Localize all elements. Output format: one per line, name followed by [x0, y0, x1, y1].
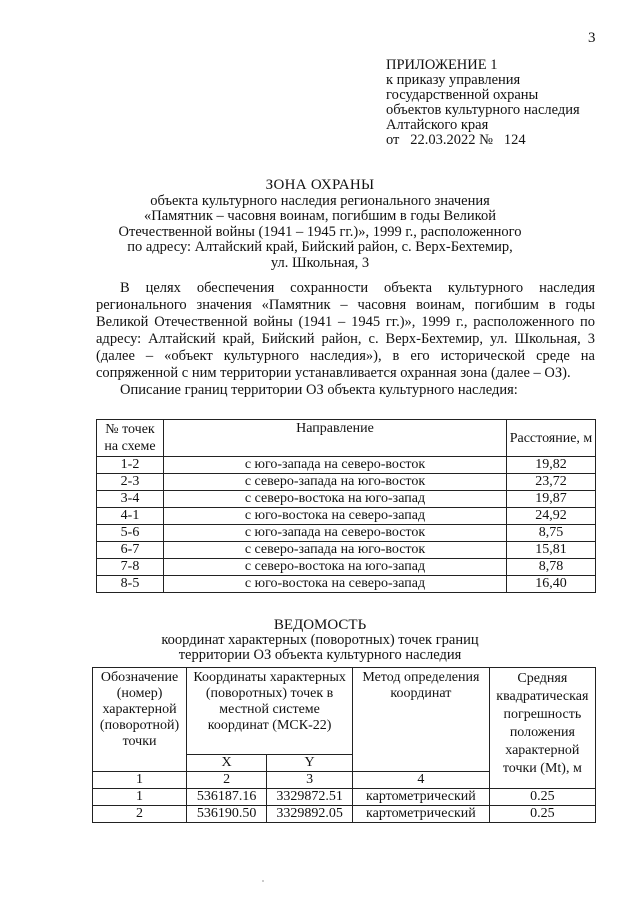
- table-cell: 1-2: [97, 457, 164, 474]
- table-cell: 3: [267, 772, 353, 789]
- paragraph: Описание границ территории ОЗ объекта культурного наследия:: [120, 382, 518, 398]
- zone-subtitle-line: «Памятник – часовня воинам, погибшим в годы Великой: [144, 208, 496, 224]
- zone-title: ЗОНА ОХРАНЫ: [265, 177, 375, 193]
- table-header-cell: Метод определения координат: [353, 668, 490, 772]
- statement-subtitle-line: координат характерных (поворотных) точек границ: [161, 632, 479, 648]
- table-cell: 19,87: [507, 491, 596, 508]
- table-cell: 4-1: [97, 508, 164, 525]
- table-row: [97, 457, 596, 474]
- table-header-cell: Обозначение (номер) характерной (поворотной) точки: [93, 668, 187, 772]
- table-cell: 536190.50: [187, 806, 267, 823]
- table-cell: 4: [353, 772, 490, 789]
- appendix-title: ПРИЛОЖЕНИЕ 1: [386, 57, 498, 73]
- table-row: [97, 525, 596, 542]
- table-cell: 1: [93, 772, 187, 789]
- table-cell: 8,78: [507, 559, 596, 576]
- zone-title-block: [90, 178, 550, 271]
- table-cell: 6-7: [97, 542, 164, 559]
- table-header-cell: Направление: [164, 420, 507, 457]
- table-cell: 16,40: [507, 576, 596, 593]
- table-header-cell: Y: [267, 755, 353, 772]
- table-cell: 3-4: [97, 491, 164, 508]
- table-header-row: [97, 420, 596, 457]
- table-row: [97, 559, 596, 576]
- statement-subtitle-line: территории ОЗ объекта культурного наследия: [178, 647, 462, 663]
- table-cell: 24,92: [507, 508, 596, 525]
- table-cell: с юго-запада на северо-восток: [164, 457, 507, 474]
- table-cell: 0.25: [489, 789, 595, 806]
- boundary-table: [96, 419, 596, 593]
- body-text: [96, 280, 595, 399]
- coordinates-table: [92, 667, 596, 823]
- zone-subtitle-line: объекта культурного наследия регионального значения: [150, 192, 490, 209]
- scan-speck: [262, 880, 264, 882]
- table-cell: картометрический: [353, 806, 490, 823]
- appendix-date-line: от 22.03.2022 № 124: [386, 132, 526, 148]
- table-cell: 23,72: [507, 474, 596, 491]
- table-cell: с юго-востока на северо-запад: [164, 508, 507, 525]
- table-row: [97, 508, 596, 525]
- table-header-cell: № точек на схеме: [97, 420, 164, 457]
- table-cell: 8-5: [97, 576, 164, 593]
- table-cell: 536187.16: [187, 789, 267, 806]
- table-cell: 2: [93, 806, 187, 823]
- table-cell: 7-8: [97, 559, 164, 576]
- statement-title-block: [90, 618, 550, 663]
- table-cell: 8,75: [507, 525, 596, 542]
- table-cell: с юго-запада на северо-восток: [164, 525, 507, 542]
- paragraph: В целях обеспечения сохранности объекта культурного наследия регионального значения «Памятник – часовня воинам, погибшим в годы Великой Отечественной войны (1941 – 1945 гг.)», 1999 г., расположенного по адресу: Алтайский край, Бийский район, с. Верх-Бехтемир, ул. Школьная, 3 (далее – «объект культурного наследия»), в его исторической среде на сопряженной с ним территории устанавливается охранная зона (далее – ОЗ).: [96, 280, 595, 381]
- table-cell: 1: [93, 789, 187, 806]
- table-cell: с северо-запада на юго-восток: [164, 474, 507, 491]
- statement-title: ВЕДОМОСТЬ: [273, 617, 367, 633]
- zone-subtitle-line: Отечественной войны (1941 – 1945 гг.)», 1999 г., расположенного: [118, 223, 522, 240]
- table-header-row: [93, 668, 596, 755]
- appendix-header: [386, 58, 580, 148]
- table-cell: 19,82: [507, 457, 596, 474]
- table-cell: с северо-востока на юго-запад: [164, 491, 507, 508]
- table-cell: 2: [187, 772, 267, 789]
- appendix-line: объектов культурного наследия: [386, 102, 580, 118]
- appendix-line: к приказу управления: [386, 72, 521, 88]
- zone-subtitle-line: ул. Школьная, 3: [270, 254, 370, 271]
- table-cell: с северо-запада на юго-восток: [164, 542, 507, 559]
- table-cell: 3329872.51: [267, 789, 353, 806]
- appendix-line: государственной охраны: [386, 87, 539, 103]
- table-header-cell: Расстояние, м: [507, 420, 596, 457]
- table-cell: 2-3: [97, 474, 164, 491]
- table-row: [93, 789, 596, 806]
- appendix-line: Алтайского края: [386, 117, 489, 133]
- table-cell: 5-6: [97, 525, 164, 542]
- table-row: [97, 474, 596, 491]
- table-row: [93, 806, 596, 823]
- zone-subtitle-line: по адресу: Алтайский край, Бийский район, с. Верх-Бехтемир,: [127, 239, 513, 255]
- table-header-cell: Средняя квадратическая погрешность положения характерной точки (Mt), м: [489, 668, 595, 789]
- table-cell: картометрический: [353, 789, 490, 806]
- table-cell: 3329892.05: [267, 806, 353, 823]
- page-number: 3: [588, 30, 596, 46]
- table-row: [97, 491, 596, 508]
- table-row: [97, 576, 596, 593]
- table-cell: 0.25: [489, 806, 595, 823]
- table-header-cell: Координаты характерных (поворотных) точек в местной системе координат (МСК-22): [187, 668, 353, 755]
- table-cell: с северо-востока на юго-запад: [164, 559, 507, 576]
- table-cell: 15,81: [507, 542, 596, 559]
- table-cell: с юго-востока на северо-запад: [164, 576, 507, 593]
- table-header-cell: X: [187, 755, 267, 772]
- table-row: [97, 542, 596, 559]
